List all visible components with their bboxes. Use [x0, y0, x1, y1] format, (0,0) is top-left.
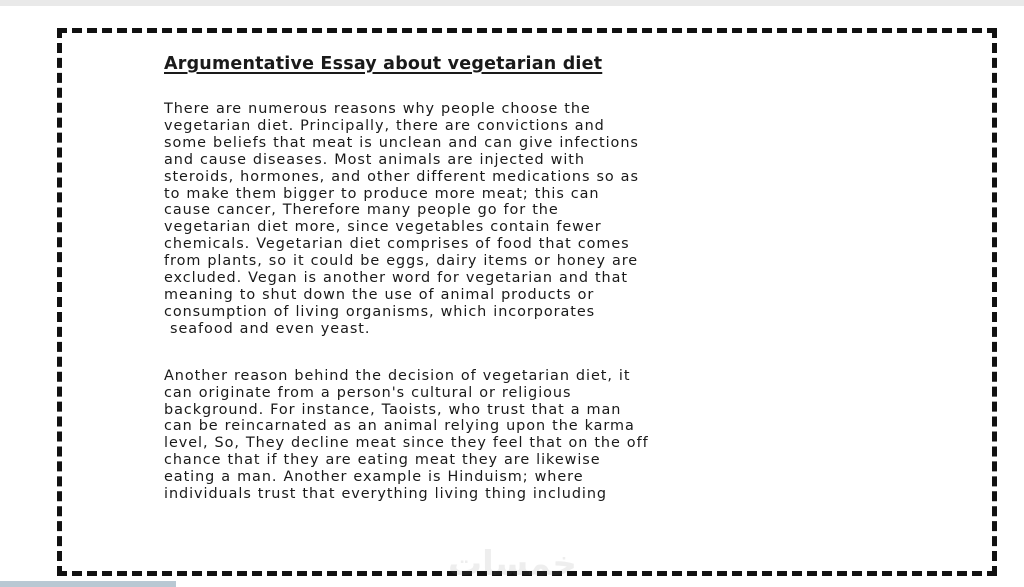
paragraph-line: individuals trust that everything living thing including — [164, 486, 608, 503]
essay-paragraph-2 — [164, 368, 884, 503]
paragraph-line: cause cancer, Therefore many people go for the — [164, 202, 559, 219]
paragraph-line: eating a man. Another example is Hinduism; where — [164, 469, 584, 486]
paragraph-line: some beliefs that meat is unclean and can give infections — [164, 134, 639, 151]
paragraph-line: can be reincarnated as an animal relying upon the karma — [164, 418, 635, 435]
watermark-text: خمسات — [448, 544, 577, 584]
document-page — [0, 6, 1024, 587]
paragraph-line: chance that if they are eating meat they are likewise — [164, 452, 601, 469]
paragraph-line: excluded. Vegan is another word for vegetarian and that — [164, 270, 628, 287]
paragraph-line: to make them bigger to produce more meat; this can — [164, 185, 600, 202]
essay-title: Argumentative Essay about vegetarian diet — [164, 54, 603, 74]
paragraph-line: There are numerous reasons why people choose the — [164, 101, 591, 117]
paragraph-line: from plants, so it could be eggs, dairy items or honey are — [164, 253, 639, 270]
paragraph-line: consumption of living organisms, which incorporates — [164, 303, 596, 320]
paragraph-line: meaning to shut down the use of animal products or — [164, 286, 595, 303]
window-tab-edge — [0, 581, 176, 587]
paragraph-line: steroids, hormones, and other different medications so as — [164, 168, 639, 185]
paragraph-line: level, So, They decline meat since they feel that on the off — [164, 435, 649, 452]
paragraph-line: Another reason behind the decision of vegetarian diet, it — [164, 367, 631, 384]
paragraph-line: vegetarian diet more, since vegetables contain fewer — [164, 219, 602, 236]
paragraph-line: vegetarian diet. Principally, there are convictions and — [164, 117, 605, 134]
paragraph-line: and cause diseases. Most animals are injected with — [164, 151, 585, 168]
essay-content — [164, 54, 884, 503]
paragraph-line: chemicals. Vegetarian diet comprises of food that comes — [164, 236, 630, 253]
paragraph-line: background. For instance, Taoists, who trust that a man — [164, 401, 622, 418]
paragraph-line: seafood and even yeast. — [164, 320, 371, 337]
paragraph-line: can originate from a person's cultural or religious — [164, 384, 572, 401]
essay-paragraph-1 — [164, 101, 884, 338]
